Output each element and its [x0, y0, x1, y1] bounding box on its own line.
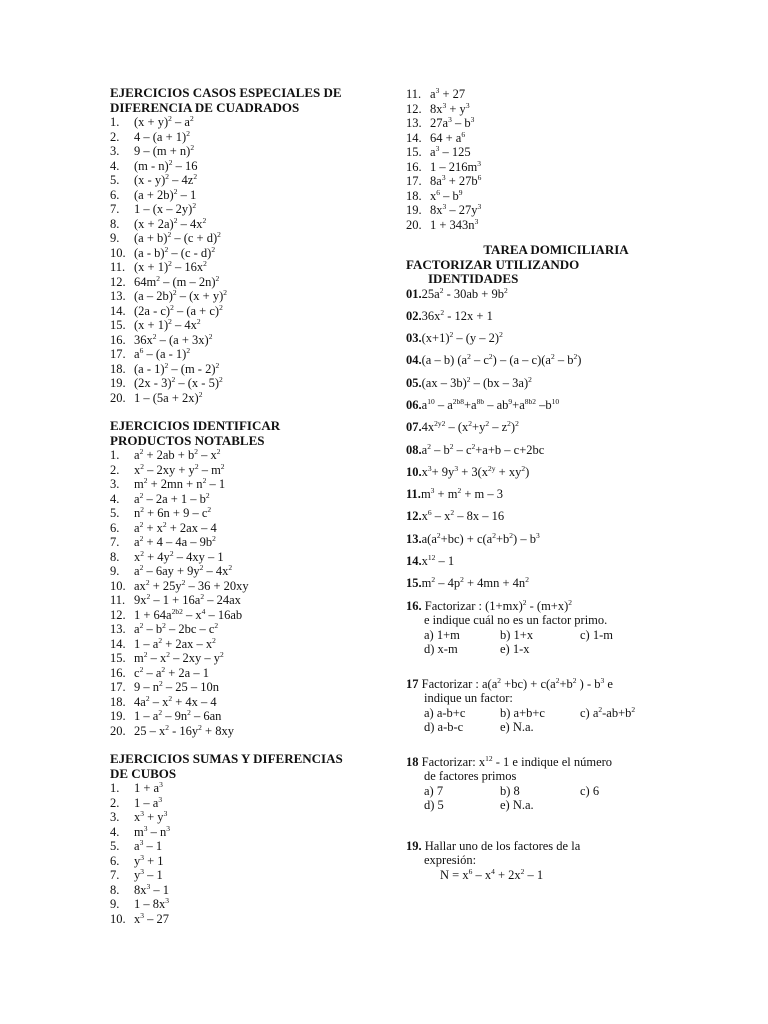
- list-item: [406, 218, 706, 233]
- list-item: [110, 260, 380, 275]
- homework-list: [406, 287, 706, 591]
- item-expression: (a - b)$^2$ – (c - d)$^2$: [134, 244, 216, 260]
- homework-item: [406, 443, 706, 458]
- homework-item: [406, 376, 706, 391]
- item-expression: $8x^3 + y^3$: [430, 100, 470, 116]
- item-number: 02.: [406, 308, 422, 323]
- list-item: [406, 116, 706, 131]
- homework-item: [406, 420, 706, 435]
- item-expression: $25a^2 - 30ab + 9b^2$: [421, 285, 508, 301]
- list-item: [110, 854, 380, 869]
- item-number: 11.: [110, 593, 126, 607]
- item-number: 5.: [110, 506, 120, 520]
- item-number: 20.: [406, 217, 422, 232]
- answer-option: b) 8: [500, 783, 520, 798]
- item-number: 13.: [406, 116, 422, 130]
- item-expression: (2x - 3)$^2$ – (x - 5)$^2$: [134, 375, 223, 390]
- item-expression: $8x^3 - 27y^3$: [430, 202, 482, 217]
- list-item: [110, 391, 380, 406]
- list-item: [406, 189, 706, 204]
- item-expression: 1 – (x – 2y)$^2$: [134, 201, 197, 216]
- question-line: Factorizar : $(1+mx)^2 - (m+x)^2$: [421, 597, 573, 613]
- item-expression: (a - 1)$^2$ – (m - 2)$^2$: [134, 360, 220, 376]
- question-formula: $N = x^6 - x^4 + 2x^2 - 1$: [440, 866, 544, 882]
- answer-options-row: [406, 720, 706, 735]
- homework-item: [406, 532, 706, 547]
- item-expression: $1 - 8x^3$: [134, 896, 169, 911]
- item-number: 8.: [110, 216, 120, 231]
- question-line: expresión:: [424, 853, 477, 868]
- answer-option: e) 1-x: [500, 642, 530, 657]
- item-expression: $a^2 + 4 - 4a - 9b^2$: [134, 534, 216, 549]
- item-number: 6.: [110, 853, 120, 868]
- list-item: [110, 130, 380, 145]
- homework-item: [406, 398, 706, 413]
- item-expression: $a^2 - 6ay + 9y^2 - 4x^2$: [134, 563, 233, 578]
- list-item: [110, 289, 380, 304]
- homework-subtitle: FACTORIZAR UTILIZANDO: [406, 256, 580, 272]
- item-number: 4.: [110, 491, 120, 506]
- item-number: 19.: [110, 376, 126, 390]
- answer-option: d) x-m: [424, 642, 458, 657]
- answer-options-row: [406, 784, 706, 799]
- list-item: [110, 347, 380, 362]
- item-expression: $(x + y)^2 - a^2$: [134, 114, 194, 129]
- item-number: 01.: [406, 286, 422, 301]
- item-number: 18.: [110, 694, 126, 709]
- list-item: [110, 318, 380, 333]
- question-number: 18: [406, 754, 419, 769]
- item-expression: $4a^2 - x^2 + 4x - 4$: [134, 693, 217, 709]
- homework-item: [406, 576, 706, 591]
- list-item: [110, 651, 380, 666]
- question-line: Factorizar: $x^{12} - 1$ e indique el número: [418, 753, 613, 769]
- item-expression: $y^3 + 1$: [134, 852, 164, 868]
- item-number: 15.: [406, 576, 422, 591]
- item-number: 07.: [406, 420, 422, 435]
- item-expression: $36x^2 - (a + 3x)^2$: [134, 331, 213, 347]
- list-item: [110, 246, 380, 261]
- item-expression: $1 + a^3$: [134, 780, 163, 795]
- item-expression: $1 - a^2 - 9n^2 - 6an$: [134, 708, 222, 723]
- item-expression: $64 + a^6$: [430, 129, 466, 145]
- homework-subtitle: IDENTIDADES: [428, 271, 519, 286]
- list-item: [110, 622, 380, 637]
- item-number: 17.: [110, 347, 126, 361]
- list-item: [110, 680, 380, 695]
- question-17: [406, 677, 706, 735]
- item-expression: $x^3 - 27$: [134, 910, 169, 926]
- question-line: Factorizar : $a(a^2 +bc) + c(a^2+b^2$ ) - $b^3$ e: [418, 675, 613, 691]
- item-number: 9.: [110, 564, 120, 578]
- item-number: 4.: [110, 824, 120, 839]
- list-item: [110, 376, 380, 391]
- question-line: Hallar uno de los factores de la: [421, 838, 581, 853]
- item-expression: $(a + 2b)^2 - 1$: [134, 186, 197, 202]
- item-number: 13.: [406, 531, 422, 546]
- right-column: [406, 87, 706, 882]
- item-expression: $25 - x^2 - 16y^2 + 8xy$: [134, 722, 234, 738]
- item-expression: $8x^3 - 1$: [134, 881, 169, 897]
- item-number: 10.: [110, 578, 126, 593]
- question-number: 17: [406, 676, 419, 691]
- list-item: [110, 159, 380, 174]
- item-expression: $1 - (5a + 2x)^2$: [134, 389, 203, 405]
- item-expression: $9x^2 - 1 + 16a^2 - 24ax$: [134, 592, 241, 607]
- item-number: 15.: [406, 145, 422, 159]
- list-item: [110, 709, 380, 724]
- item-expression: $ax^2 + 25y^2 - 36 + 20xy$: [134, 577, 249, 593]
- list-item: [110, 275, 380, 290]
- list-item: [110, 202, 380, 217]
- item-expression: $a^2 + 2ab + b^2 - x^2$: [134, 447, 221, 462]
- question-16: [406, 599, 706, 657]
- homework-item: [406, 287, 706, 302]
- list-item: [110, 564, 380, 579]
- list-item: [110, 144, 380, 159]
- item-expression: $1 - 216m^3$: [430, 158, 481, 174]
- item-expression: (m - n)$^2$ – 16: [134, 157, 198, 173]
- answer-option: e) N.a.: [500, 798, 534, 813]
- list-item: [110, 810, 380, 825]
- list-item: [110, 448, 380, 463]
- homework-item: [406, 487, 706, 502]
- item-expression: $1 - a^2 + 2ax - x^2$: [134, 635, 216, 651]
- item-number: 5.: [110, 173, 120, 187]
- question-number: 16.: [406, 598, 422, 613]
- item-expression: $x^2 - 2xy + y^2 - m^2$: [134, 461, 225, 477]
- item-number: 14.: [406, 130, 422, 145]
- list-item: [110, 608, 380, 623]
- item-number: 16.: [110, 332, 126, 347]
- homework-title: TAREA DOMICILIARIA: [483, 242, 629, 257]
- item-expression: $1 + 64a^{2b2} - x^4 - 16ab$: [134, 606, 243, 622]
- item-expression: $(a - 2b)^2 - (x + y)^2$: [134, 288, 227, 303]
- list-item: [406, 174, 706, 189]
- item-number: 05.: [406, 375, 422, 390]
- homework-item: [406, 331, 706, 346]
- item-number: 10.: [110, 911, 126, 926]
- item-number: 10.: [406, 464, 422, 479]
- item-number: 7.: [110, 202, 120, 216]
- question-text: [406, 677, 706, 692]
- list-item: [110, 883, 380, 898]
- section-title: EJERCICIOS CASOS ESPECIALES DE: [110, 85, 342, 100]
- item-expression: $64m^2 - (m - 2n)^2$: [134, 273, 220, 289]
- item-number: 7.: [110, 868, 120, 882]
- item-number: 04.: [406, 353, 422, 368]
- item-expression: $a^3 - 1$: [134, 838, 163, 853]
- item-number: 6.: [110, 187, 120, 202]
- item-expression: $27a^3 - b^3$: [430, 115, 475, 130]
- item-number: 03.: [406, 331, 422, 346]
- section-title: EJERCICIOS IDENTIFICAR: [110, 418, 281, 433]
- list-item: [110, 637, 380, 652]
- list-item: [110, 912, 380, 927]
- list-item: [110, 724, 380, 739]
- section-title: DIFERENCIA DE CUADRADOS: [110, 99, 300, 115]
- item-number: 19.: [110, 709, 126, 723]
- item-expression: $4x^{2y2} - (x^2+y^2 - z^2)^2$: [421, 419, 519, 435]
- list-item: [110, 188, 380, 203]
- list-item: [110, 781, 380, 796]
- item-expression: $1 - a^3$: [134, 794, 163, 810]
- item-number: 1.: [110, 115, 120, 129]
- item-expression: $m^3 + m^2 + m - 3$: [420, 486, 503, 502]
- item-number: 12.: [406, 509, 422, 524]
- list-item: [110, 115, 380, 130]
- list-item: [110, 362, 380, 377]
- item-expression: $n^2 + 6n + 9 - c^2$: [134, 505, 212, 520]
- list-item: [406, 203, 706, 218]
- item-number: 06.: [406, 397, 422, 412]
- item-expression: $(x + 1)^2 - 4x^2$: [134, 317, 201, 332]
- exercise-list-cubes-continued: [406, 87, 706, 232]
- left-column: [110, 86, 380, 926]
- homework-item: [406, 509, 706, 524]
- item-expression: $4 - (a + 1)^2$: [134, 128, 190, 144]
- item-expression: $8a^3 + 27b^6$: [430, 173, 482, 188]
- item-number: 12.: [110, 274, 126, 289]
- list-item: [406, 87, 706, 102]
- item-expression: $m^3 - n^3$: [134, 823, 170, 839]
- exercise-list-sums-of-cubes: [110, 781, 380, 926]
- answer-option: e) N.a.: [500, 720, 534, 735]
- list-item: [110, 506, 380, 521]
- item-number: 1.: [110, 781, 120, 795]
- item-number: 12.: [406, 101, 422, 116]
- list-item: [110, 333, 380, 348]
- list-item: [110, 839, 380, 854]
- item-expression: $9 - (m + n)^2$: [134, 143, 195, 158]
- answer-options-row: [406, 706, 706, 721]
- list-item: [406, 102, 706, 117]
- item-number: 15.: [110, 318, 126, 332]
- item-number: 14.: [406, 554, 422, 569]
- item-number: 13.: [110, 289, 126, 303]
- list-item: [110, 477, 380, 492]
- item-expression: $x^6 - b^9$: [430, 187, 463, 203]
- item-number: 5.: [110, 839, 120, 853]
- answer-options-row: [406, 642, 706, 657]
- item-number: 2.: [110, 129, 120, 144]
- homework-item: [406, 309, 706, 324]
- item-number: 08.: [406, 442, 422, 457]
- answer-option: d) a-b-c: [424, 720, 464, 735]
- item-number: 11.: [110, 260, 126, 274]
- item-expression: $a(a^2+bc) + c(a^2+b^2) - b^3$: [421, 530, 540, 546]
- homework-item: [406, 465, 706, 480]
- question-text: [406, 755, 706, 770]
- answer-option: b) 1+x: [500, 627, 534, 642]
- item-number: 14.: [110, 636, 126, 651]
- item-number: 3.: [110, 477, 120, 491]
- item-number: 20.: [110, 390, 126, 405]
- item-number: 15.: [110, 651, 126, 665]
- question-line: indique un factor:: [424, 691, 513, 706]
- item-number: 3.: [110, 810, 120, 824]
- item-number: 4.: [110, 158, 120, 173]
- answer-options-row: [406, 628, 706, 643]
- list-item: [110, 695, 380, 710]
- item-number: 20.: [110, 723, 126, 738]
- item-expression: $m^2 - x^2 - 2xy - y^2$: [134, 650, 224, 665]
- list-item: [110, 796, 380, 811]
- item-number: 13.: [110, 622, 126, 636]
- item-expression: $a^6 - (a - 1)^2$: [134, 346, 191, 361]
- list-item: [406, 131, 706, 146]
- list-item: [110, 825, 380, 840]
- item-expression: (ax – 3b)$^2$ – (bx – 3a)$^2$: [421, 374, 532, 390]
- answer-option: b) a+b+c: [500, 705, 545, 720]
- item-expression: $(x + 2a)^2 - 4x^2$: [134, 215, 207, 231]
- item-expression: (a – b) $(a^2 - c^2) - (a - c)(a^2 - b^2)$: [421, 352, 582, 368]
- answer-option: d) 5: [424, 798, 444, 813]
- question-line: e indique cuál no es un factor primo.: [424, 613, 608, 628]
- item-number: 2.: [110, 462, 120, 477]
- item-number: 7.: [110, 535, 120, 549]
- list-item: [110, 521, 380, 536]
- item-expression: $a^2 + x^2 + 2ax - 4$: [134, 519, 217, 535]
- question-line: de factores primos: [424, 769, 517, 784]
- item-number: 16.: [110, 665, 126, 680]
- question-text: [406, 599, 706, 614]
- item-expression: $x^2 + 4y^2 - 4xy - 1$: [134, 548, 224, 564]
- homework-item: [406, 554, 706, 569]
- list-item: [110, 492, 380, 507]
- list-item: [110, 463, 380, 478]
- section-title: PRODUCTOS NOTABLES: [110, 432, 265, 448]
- section-title: DE CUBOS: [110, 765, 177, 781]
- list-item: [110, 173, 380, 188]
- item-expression: $x^3 + y^3$: [134, 809, 168, 824]
- list-item: [110, 304, 380, 319]
- item-number: 11.: [406, 87, 422, 101]
- item-expression: $a^{10} - a^{2b8}+a^{8b} - ab^9+a^{8b2}$ $-b^{10}$: [421, 396, 560, 412]
- item-number: 19.: [406, 203, 422, 217]
- item-number: 12.: [110, 607, 126, 622]
- item-expression: $(x - y)^2 - 4z^2$: [134, 172, 198, 187]
- item-number: 17.: [110, 680, 126, 694]
- item-number: 10.: [110, 245, 126, 260]
- list-item: [110, 666, 380, 681]
- item-number: 3.: [110, 144, 120, 158]
- question-number: 19.: [406, 838, 422, 853]
- list-item: [406, 145, 706, 160]
- item-expression: $a^3 + 27$: [430, 86, 466, 101]
- item-number: 18.: [406, 188, 422, 203]
- question-19: [406, 839, 706, 883]
- list-item: [110, 535, 380, 550]
- item-expression: $a^3 - 125$: [430, 144, 471, 159]
- item-number: 17.: [406, 174, 422, 188]
- list-item: [110, 217, 380, 232]
- item-expression: $a^2 - b^2 - c^2+a+b - c+2bc$: [421, 441, 545, 457]
- answer-option: a) 1+m: [424, 627, 460, 642]
- item-number: 18.: [110, 361, 126, 376]
- item-expression: $(2a - c)^2 - (a + c)^2$: [134, 302, 223, 318]
- list-item: [406, 160, 706, 175]
- item-expression: $m^2 + 2mn + n^2 - 1$: [134, 476, 226, 491]
- item-number: 16.: [406, 159, 422, 174]
- item-number: 6.: [110, 520, 120, 535]
- list-item: [110, 868, 380, 883]
- item-expression: $x^{12} - 1$: [421, 553, 455, 569]
- item-number: 8.: [110, 882, 120, 897]
- item-expression: $x^6 - x^2 - 8x - 16$: [421, 508, 505, 524]
- item-number: 9.: [110, 231, 120, 245]
- list-item: [110, 593, 380, 608]
- answer-option: c) $a^2-ab+b^2$: [580, 704, 636, 720]
- item-expression: $m^2 - 4p^2 + 4mn + 4n^2$: [421, 575, 529, 591]
- item-expression: $9 - n^2 - 25 - 10n$: [134, 679, 219, 694]
- item-number: 9.: [110, 897, 120, 911]
- item-expression: $y^3 - 1$: [134, 867, 163, 882]
- list-item: [110, 550, 380, 565]
- question-18: [406, 755, 706, 813]
- item-expression: $1 + 343n^3$: [430, 216, 479, 232]
- section-title: EJERCICIOS SUMAS Y DIFERENCIAS: [110, 751, 343, 766]
- exercise-list-differences-of-squares: [110, 115, 380, 405]
- answer-option: c) 1-m: [580, 627, 613, 642]
- item-expression: $a^2 - 2a + 1 - b^2$: [134, 490, 210, 506]
- item-expression: $c^2 - a^2 + 2a - 1$: [134, 664, 209, 680]
- list-item: [110, 579, 380, 594]
- item-expression: $(x + 1)^2 - 16x^2$: [134, 259, 207, 274]
- answer-option: c) 6: [580, 783, 600, 798]
- list-item: [110, 231, 380, 246]
- item-number: 2.: [110, 795, 120, 810]
- item-number: 11.: [406, 487, 421, 502]
- answer-option: a) 7: [424, 783, 444, 798]
- answer-options-row: [406, 798, 706, 813]
- answer-option: a) a-b+c: [424, 705, 466, 720]
- list-item: [110, 897, 380, 912]
- exercise-list-notable-products: [110, 448, 380, 738]
- item-number: 8.: [110, 549, 120, 564]
- item-expression: $(a + b)^2 - (c + d)^2$: [134, 230, 221, 245]
- item-number: 14.: [110, 303, 126, 318]
- question-text: [406, 839, 706, 854]
- item-expression: $(x+1)^2 - (y - 2)^2$: [421, 330, 503, 346]
- item-expression: $36x^2 - 12x + 1$: [421, 307, 493, 323]
- homework-item: [406, 353, 706, 368]
- item-expression: $x^3+ 9y^3 + 3(x^{2y} + xy^2)$: [421, 463, 530, 479]
- item-number: 1.: [110, 448, 120, 462]
- item-expression: $a^2 - b^2 - 2bc - c^2$: [134, 621, 219, 636]
